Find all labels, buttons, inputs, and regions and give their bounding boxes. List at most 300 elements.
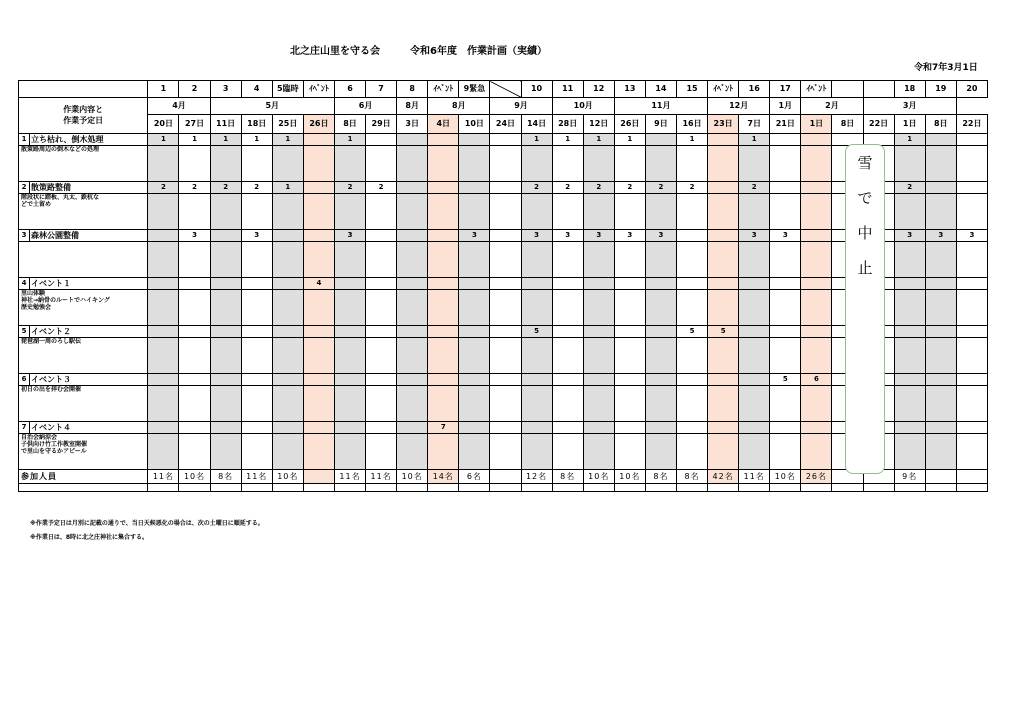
schedule-cell [303,134,334,146]
schedule-cell: 5 [770,374,801,386]
schedule-body-cell [645,146,676,182]
schedule-body-cell [148,338,179,374]
schedule-body-cell [397,434,428,470]
footnotes [30,517,264,545]
schedule-body-cell [956,146,987,182]
schedule-body-cell [645,194,676,230]
schedule-cell: 2 [614,182,645,194]
schedule-cell [210,326,241,338]
schedule-body-cell [428,146,459,182]
schedule-body-cell [770,290,801,326]
round-number: 3 [210,81,241,98]
schedule-cell [770,182,801,194]
schedule-body-cell [583,338,614,374]
schedule-cell [956,134,987,146]
round-number: 4 [241,81,272,98]
blank-cell [428,484,459,492]
schedule-body-cell [303,434,334,470]
schedule-cell [148,230,179,242]
schedule-body-cell [272,290,303,326]
participant-count: 8名 [645,470,676,484]
schedule-body-cell [645,434,676,470]
schedule-body-cell [303,194,334,230]
schedule-body-cell [272,386,303,422]
schedule-body-cell [552,146,583,182]
schedule-cell [956,278,987,290]
schedule-cell [179,374,210,386]
header-label-line: 作業予定日 [63,115,104,125]
schedule-cell [676,374,707,386]
round-number: 8 [397,81,428,98]
participant-count: 11名 [739,470,770,484]
blank-cell [770,484,801,492]
schedule-cell [490,182,521,194]
schedule-body-cell [334,290,365,326]
month-label: 1月 [770,98,801,115]
schedule-body-cell [676,194,707,230]
schedule-cell: 2 [179,182,210,194]
schedule-cell [708,374,739,386]
day-label: 12日 [583,115,614,134]
schedule-cell [490,230,521,242]
schedule-cell [676,422,707,434]
schedule-cell [552,326,583,338]
blank-cell [210,484,241,492]
schedule-body-cell [801,194,832,230]
round-number: 11 [552,81,583,98]
schedule-body-cell [645,290,676,326]
schedule-body-cell [614,434,645,470]
day-label: 1日 [801,115,832,134]
month-label: 8月 [428,98,490,115]
day-label: 7日 [739,115,770,134]
participant-count: 26名 [801,470,832,484]
item-title: 立ち枯れ、倒木処理 [30,134,148,146]
day-label: 8日 [832,115,863,134]
schedule-body-cell [490,194,521,230]
schedule-cell: 2 [521,182,552,194]
schedule-cell: 1 [614,134,645,146]
schedule-body-cell [428,242,459,278]
day-label: 25日 [272,115,303,134]
schedule-body-cell [801,338,832,374]
blank-cell [739,484,770,492]
schedule-body-cell [925,146,956,182]
participant-count: 6名 [459,470,490,484]
schedule-cell [303,182,334,194]
schedule-cell: 5 [521,326,552,338]
schedule-cell [459,134,490,146]
day-label: 24日 [490,115,521,134]
schedule-cell [397,182,428,194]
day-label: 18日 [241,115,272,134]
schedule-body-cell [179,194,210,230]
schedule-cell [210,278,241,290]
blank-cell [366,484,397,492]
schedule-body-cell [583,146,614,182]
item-description [19,242,148,278]
schedule-cell [583,278,614,290]
round-number: 16 [739,81,770,98]
schedule-body-cell [303,338,334,374]
schedule-body-cell [676,290,707,326]
schedule-cell [366,134,397,146]
schedule-cell [241,374,272,386]
schedule-body-cell [241,194,272,230]
schedule-body-cell [739,386,770,422]
participant-count: 8名 [552,470,583,484]
item-description: 散策路周辺の倒木などの処理 [19,146,148,182]
schedule-cell: 1 [552,134,583,146]
page-title: 北之庄山里を守る会 令和6年度 作業計画（実績） [290,46,547,57]
schedule-cell [925,374,956,386]
schedule-body-cell [583,242,614,278]
schedule-cell [459,182,490,194]
schedule-body-cell [366,146,397,182]
month-label: 6月 [334,98,396,115]
schedule-body-cell [459,194,490,230]
schedule-cell [894,278,925,290]
schedule-body-cell [490,242,521,278]
schedule-body-cell [801,290,832,326]
item-title: イベント２ [30,326,148,338]
schedule-cell: 2 [552,182,583,194]
participant-count: 10名 [179,470,210,484]
schedule-cell: 1 [583,134,614,146]
schedule-body-cell [676,338,707,374]
schedule-body-cell [552,338,583,374]
round-number: 2 [179,81,210,98]
schedule-body-cell [552,242,583,278]
schedule-body-cell [459,386,490,422]
schedule-cell [210,230,241,242]
participant-count [956,470,987,484]
schedule-cell [148,374,179,386]
schedule-cell: 7 [428,422,459,434]
blank-cell [925,484,956,492]
schedule-body-cell [490,434,521,470]
blank-cell [334,484,365,492]
schedule-body-cell [583,194,614,230]
schedule-body-cell [521,146,552,182]
schedule-body-cell [645,338,676,374]
schedule-cell [801,182,832,194]
schedule-body-cell [739,242,770,278]
month-label: 4月 [148,98,210,115]
item-description: 里山体験 神社→納骨のルートでハイキング 歴史勉強会 [19,290,148,326]
schedule-body-cell [334,146,365,182]
schedule-cell [956,374,987,386]
schedule-cell [397,278,428,290]
schedule-body-cell [334,386,365,422]
schedule-cell: 1 [739,134,770,146]
round-number [832,81,863,98]
schedule-body-cell [801,146,832,182]
schedule-cell [925,278,956,290]
schedule-body-cell [956,194,987,230]
blank-cell [19,484,148,492]
day-label: 10日 [459,115,490,134]
snow-char: 中 [857,224,873,242]
schedule-body-cell [148,242,179,278]
schedule-cell [894,374,925,386]
schedule-body-cell [490,146,521,182]
schedule-body-cell [770,338,801,374]
schedule-body-cell [490,290,521,326]
schedule-cell: 1 [521,134,552,146]
blank-cell [645,484,676,492]
round-number: 9緊急 [459,81,490,98]
schedule-cell [925,134,956,146]
schedule-cell: 3 [521,230,552,242]
schedule-cell [739,326,770,338]
day-label: 21日 [770,115,801,134]
schedule-cell [739,374,770,386]
schedule-cell [272,374,303,386]
schedule-cell: 2 [241,182,272,194]
schedule-cell [925,422,956,434]
blank-cell [490,484,521,492]
schedule-body-cell [894,242,925,278]
blank-cell [459,484,490,492]
schedule-body-cell [614,146,645,182]
schedule-cell: 3 [614,230,645,242]
schedule-cell: 2 [676,182,707,194]
schedule-cell [366,278,397,290]
day-label: 4日 [428,115,459,134]
day-label: 22日 [863,115,894,134]
schedule-cell: 3 [241,230,272,242]
schedule-body-cell [614,194,645,230]
month-label: 9月 [490,98,552,115]
schedule-cell: 5 [708,326,739,338]
schedule-cell [272,422,303,434]
schedule-body-cell [956,242,987,278]
round-number: 7 [366,81,397,98]
schedule-body-cell [552,290,583,326]
schedule-body-cell [894,146,925,182]
schedule-cell [179,422,210,434]
schedule-body-cell [179,242,210,278]
schedule-cell [366,422,397,434]
blank-cell [272,484,303,492]
month-label: 11月 [614,98,707,115]
schedule-cell: 2 [739,182,770,194]
schedule-body-cell [303,146,334,182]
schedule-cell [459,278,490,290]
schedule-cell: 2 [148,182,179,194]
schedule-cell [676,278,707,290]
schedule-body-cell [459,338,490,374]
item-number: 3 [19,230,30,242]
schedule-cell [241,326,272,338]
schedule-cell [801,134,832,146]
schedule-body-cell [241,434,272,470]
schedule-cell [303,326,334,338]
schedule-cell: 2 [894,182,925,194]
schedule-cell [552,374,583,386]
schedule-cell [334,278,365,290]
day-label: 29日 [366,115,397,134]
schedule-body-cell [272,242,303,278]
schedule-body-cell [708,386,739,422]
schedule-body-cell [770,194,801,230]
schedule-body-cell [210,386,241,422]
schedule-cell: 1 [272,134,303,146]
schedule-body-cell [770,242,801,278]
schedule-cell [614,278,645,290]
schedule-body-cell [521,386,552,422]
schedule-cell [645,422,676,434]
schedule-cell: 5 [676,326,707,338]
schedule-cell [956,182,987,194]
schedule-cell [397,326,428,338]
round-number: 1 [148,81,179,98]
participant-count: 42名 [708,470,739,484]
schedule-body-cell [552,194,583,230]
schedule-cell: 1 [676,134,707,146]
schedule-cell: 1 [148,134,179,146]
schedule-body-cell [459,242,490,278]
schedule-cell [490,374,521,386]
day-label: 9日 [645,115,676,134]
schedule-body-cell [148,146,179,182]
schedule-body-cell [334,194,365,230]
schedule-body-cell [801,386,832,422]
schedule-cell [770,134,801,146]
work-plan-table [18,80,988,492]
issue-date: 令和7年3月1日 [914,63,978,73]
schedule-body-cell [925,194,956,230]
item-number: 7 [19,422,30,434]
item-description: 琵琶湖一周のろし駅伝 [19,338,148,374]
schedule-body-cell [241,146,272,182]
day-label: 16日 [676,115,707,134]
schedule-body-cell [739,434,770,470]
schedule-body-cell [956,338,987,374]
schedule-cell [645,278,676,290]
schedule-body-cell [956,290,987,326]
schedule-cell [397,374,428,386]
schedule-body-cell [521,434,552,470]
schedule-cell [676,230,707,242]
schedule-cell [583,326,614,338]
schedule-cell: 2 [583,182,614,194]
schedule-cell [739,278,770,290]
item-description: 初日の出を拝む会開催 [19,386,148,422]
blank-cell [397,484,428,492]
schedule-cell: 2 [366,182,397,194]
schedule-cell: 2 [210,182,241,194]
month-label: 5月 [210,98,334,115]
month-label: 8月 [397,98,428,115]
schedule-body-cell [366,434,397,470]
round-number: ｲﾍﾞﾝﾄ [428,81,459,98]
schedule-cell: 3 [583,230,614,242]
blank-cell [583,484,614,492]
schedule-body-cell [583,434,614,470]
schedule-body-cell [148,434,179,470]
schedule-body-cell [770,386,801,422]
header-label [19,98,148,134]
schedule-cell [210,374,241,386]
schedule-cell [303,374,334,386]
schedule-cell [645,326,676,338]
round-number: 15 [676,81,707,98]
round-number [490,81,521,98]
schedule-body-cell [956,434,987,470]
schedule-body-cell [459,146,490,182]
item-title: イベント１ [30,278,148,290]
item-description: 自治会納涼会 子供向け竹工作教室開催 で里山を守るかアピール [19,434,148,470]
round-number: 19 [925,81,956,98]
schedule-body-cell [676,242,707,278]
month-label: 12月 [708,98,770,115]
participant-count: 10名 [397,470,428,484]
schedule-cell [366,326,397,338]
schedule-body-cell [894,338,925,374]
schedule-body-cell [490,386,521,422]
schedule-body-cell [925,242,956,278]
schedule-cell: 1 [210,134,241,146]
schedule-body-cell [428,338,459,374]
schedule-body-cell [428,434,459,470]
schedule-body-cell [552,386,583,422]
schedule-body-cell [397,146,428,182]
item-title: イベント４ [30,422,148,434]
schedule-cell [614,374,645,386]
schedule-cell [210,422,241,434]
schedule-body-cell [708,194,739,230]
schedule-cell [894,326,925,338]
schedule-body-cell [925,386,956,422]
schedule-cell [708,230,739,242]
schedule-body-cell [925,434,956,470]
schedule-cell [708,134,739,146]
schedule-body-cell [645,386,676,422]
day-label: 26日 [614,115,645,134]
schedule-body-cell [676,146,707,182]
schedule-cell [894,422,925,434]
schedule-body-cell [894,194,925,230]
schedule-cell [272,278,303,290]
item-description: 階段状に踏板、丸太、鉄杭な どで土留め [19,194,148,230]
schedule-body-cell [241,290,272,326]
day-label: 11日 [210,115,241,134]
schedule-cell [459,326,490,338]
schedule-cell [645,134,676,146]
schedule-cell [397,422,428,434]
participant-count: 8名 [676,470,707,484]
schedule-body-cell [303,242,334,278]
schedule-body-cell [241,338,272,374]
schedule-cell [366,230,397,242]
day-label: 26日 [303,115,334,134]
schedule-cell [490,326,521,338]
schedule-cell [272,326,303,338]
item-number: 1 [19,134,30,146]
schedule-cell [303,230,334,242]
schedule-body-cell [552,434,583,470]
schedule-body-cell [334,434,365,470]
schedule-body-cell [521,194,552,230]
round-number: 18 [894,81,925,98]
participant-count: 11名 [334,470,365,484]
schedule-cell [148,278,179,290]
item-number: 2 [19,182,30,194]
day-label: 22日 [956,115,987,134]
month-label: 10月 [552,98,614,115]
